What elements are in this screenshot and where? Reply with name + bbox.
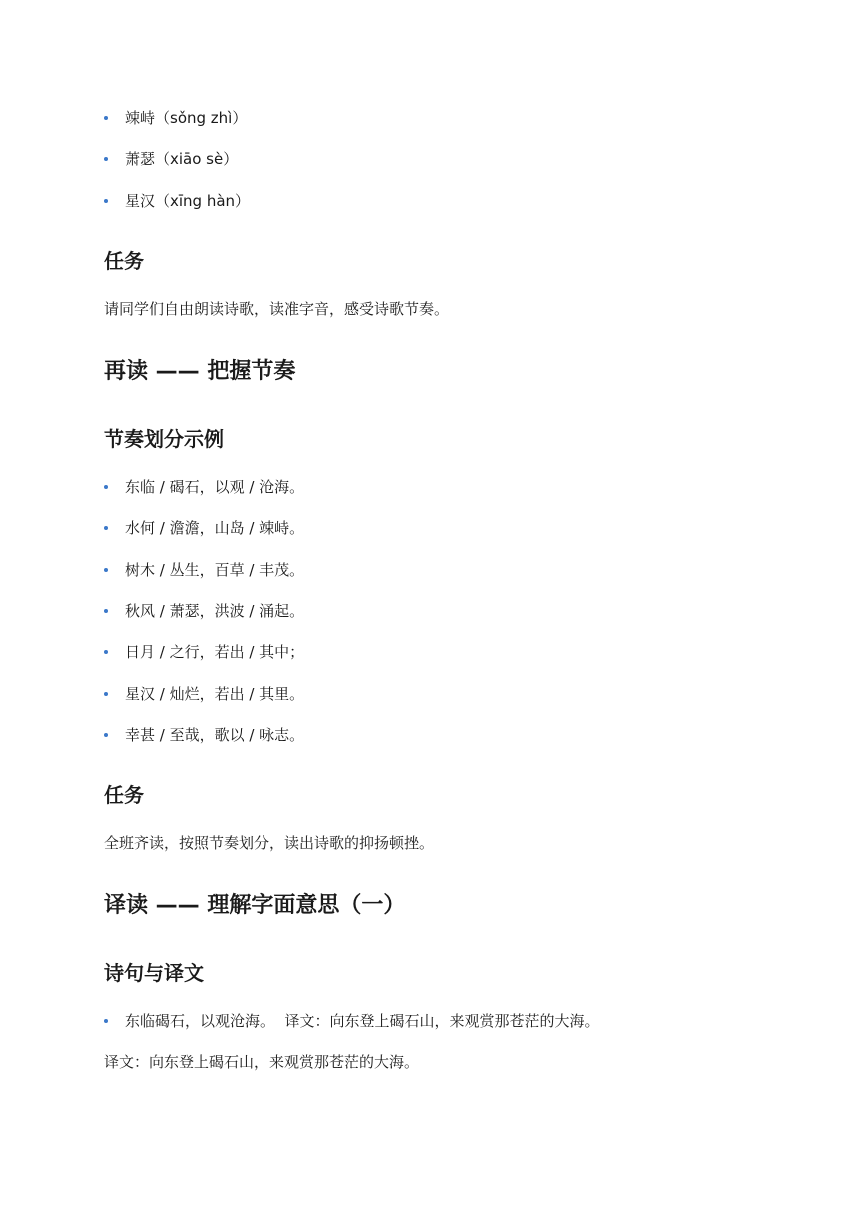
bullet-icon	[104, 568, 108, 572]
bullet-icon	[104, 157, 108, 161]
bullet-icon	[104, 650, 108, 654]
section-title: 译读 —— 理解字面意思（一）	[104, 893, 406, 918]
task-text: 请同学们自由朗读诗歌，读准字音，感受诗歌节奏。	[104, 300, 450, 318]
section-title: 再读 —— 把握节奏	[104, 359, 296, 384]
task-heading: 任务	[104, 783, 144, 807]
bullet-icon	[104, 116, 108, 120]
bullet-icon	[104, 692, 108, 696]
section-subheading: 节奏划分示例	[104, 427, 224, 451]
bullet-icon	[104, 485, 108, 489]
translation-text: 译文：向东登上碣石山，来观赏那苍茫的大海。	[104, 1053, 420, 1071]
bullet-icon	[104, 199, 108, 203]
task-heading: 任务	[104, 249, 144, 273]
document-page: 竦峙（sǒng zhì） 萧瑟（xiāo sè） 星汉（xīng hàn） 任务 请同学们自由朗读诗歌，读准字音，感受诗歌节奏。 再读 —— 把握节奏 节奏划分示例 东临 / 碣石，以观 / 沧海。 水何 / 澹澹，山岛 / 竦峙。 树木 / 丛生，百草 / 丰茂。 秋风 / 萧瑟，洪波 / 涌起。 日月 / 之行，若出 / 其中； 星汉 / 灿烂，若出 / 其里。 幸甚 / 至哉，歌以 / 咏志。 任务 全班齐读，按照节奏划分，读出诗歌的抑扬顿挫。 译读 —— 理解字面意思（一） 诗句与译文 东临碣石，以观沧海。 译文：向东登上碣石山，来观赏那苍茫的大海。 译文：向东登上碣石山，来观赏那苍茫的大海。	[104, 109, 600, 1071]
bullet-icon	[104, 609, 108, 613]
bullet-icon	[104, 733, 108, 737]
section-subheading: 诗句与译文	[104, 961, 204, 985]
bullet-icon	[104, 1019, 108, 1023]
bullet-icon	[104, 526, 108, 530]
task-text: 全班齐读，按照节奏划分，读出诗歌的抑扬顿挫。	[104, 834, 435, 852]
